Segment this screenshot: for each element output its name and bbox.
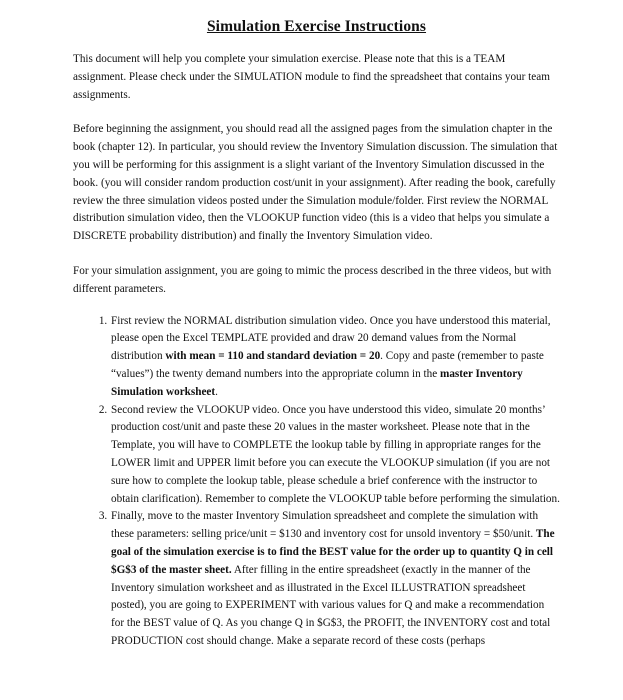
step-text: . bbox=[215, 385, 218, 398]
document-title: Simulation Exercise Instructions bbox=[206, 18, 427, 35]
reading-paragraph: Before beginning the assignment, you should read all the assigned pages from the simulation chapter in the book (chapter 12). In particular, you should review the Inventory Simulation discussion. The simulation that you will be performing for this assignment is a slight variant of the Inventory Simulation discussed in the book. (you will consider random production cost/unit in your assignment). After reading the book, carefully review the three simulation videos posted under the Simulation module/folder. First review the NORMAL distribution simulation video, then the VLOOKUP function video (this is a video that helps you simulate a DISCRETE probability distribution) and finally the Inventory Simulation video. bbox=[73, 123, 558, 243]
step-text: First review the NORMAL distribution simulation video. Once you have understood this material, please open the Excel TEMPLATE provided and draw 20 demand values from the Normal distribution bbox=[111, 314, 551, 363]
step-text: Second review the VLOOKUP video. Once you have understood this video, simulate 20 months’ production cost/unit and paste these 20 values in the master worksheet. Please note that in the Template, you will have to COMPLETE the lookup table by filling in appropriate ranges for the LOWER limit and UPPER limit before you can execute the VLOOKUP simulation (if you are not sure how to complete the lookup table, please schedule a brief conference with the instructor to obtain clarification). Remember to complete the VLOOKUP table before performing the simulation. bbox=[111, 403, 560, 505]
step-item-vlookup bbox=[110, 402, 560, 509]
step-item-normal bbox=[110, 313, 560, 402]
step-bold-text: master Inventory Simulation worksheet bbox=[111, 367, 523, 398]
assignment-paragraph: For your simulation assignment, you are going to mimic the process described in the three videos, but with different parameters. bbox=[73, 264, 552, 295]
step-text: Finally, move to the master Inventory Simulation spreadsheet and complete the simulation with these parameters: selling price/unit = $130 and inventory cost for unsold inventory = $50/unit. bbox=[111, 510, 539, 541]
steps-list bbox=[73, 313, 560, 651]
step-text: After filling in the entire spreadsheet (exactly in the manner of the Inventory simulation worksheet and as illustrated in the Excel ILLUSTRATION spreadsheet posted), you are going to EXPERIMENT with various values for Q and make a recommendation for the BEST value of Q. As you change Q in $G$3, the PROFIT, the INVENTORY cost and total PRODUCTION cost should change. Make a separate record of these costs (perhaps bbox=[111, 563, 551, 647]
intro-paragraph: This document will help you complete your simulation exercise. Please note that this is a TEAM assignment. Please check under the SIMULATION module to find the spreadsheet that contains your team assignments. bbox=[73, 53, 550, 101]
step-bold-text: The goal of the simulation exercise is to find the BEST value for the order up to quantity Q in cell $G$3 of the master sheet. bbox=[111, 528, 555, 576]
step-item-inventory bbox=[110, 508, 560, 650]
step-bold-text: with mean = 110 and standard deviation = 20 bbox=[165, 350, 381, 363]
step-text: . Copy and paste (remember to paste “values”) the twenty demand numbers into the appropriate column in the bbox=[111, 350, 544, 380]
